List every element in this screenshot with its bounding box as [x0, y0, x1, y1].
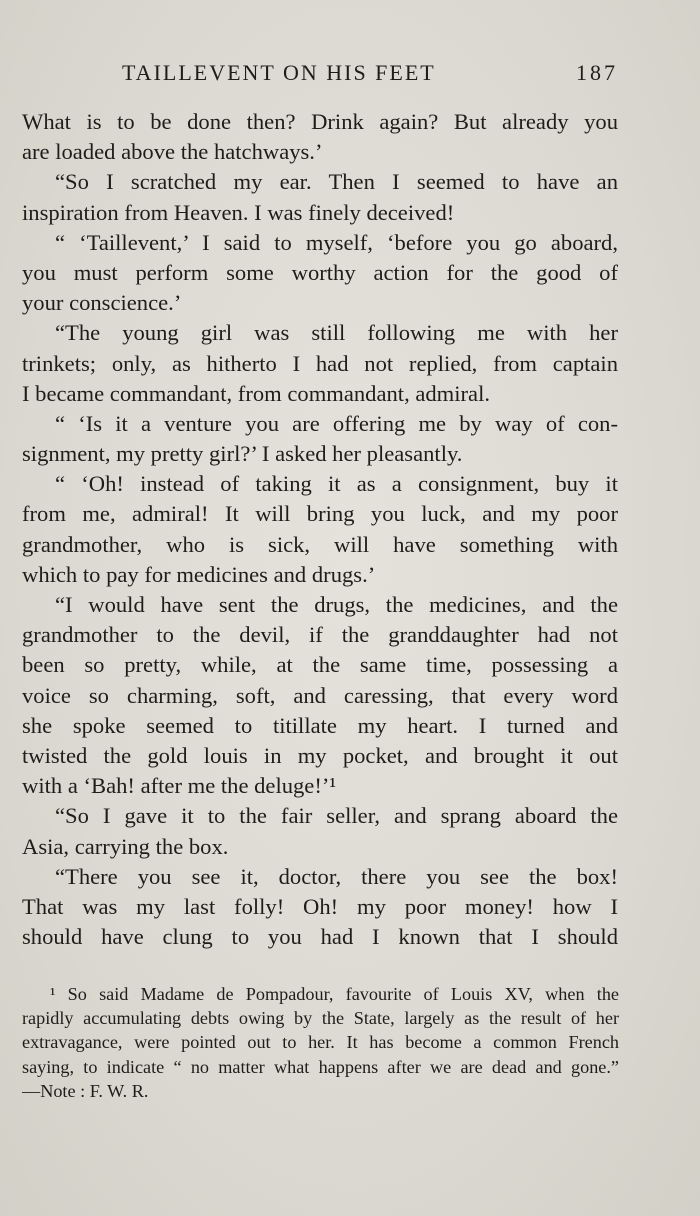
text-line: “The young girl was still following me with her	[55, 320, 618, 346]
text-line: which to pay for medicines and drugs.’	[22, 561, 376, 587]
text-line: your conscience.’	[22, 290, 182, 316]
text-line: What is to be done then? Drink again? But already you	[22, 109, 618, 134]
text-line: “So I gave it to the fair seller, and sprang aboard the	[55, 803, 618, 829]
text-line: “So I scratched my ear. Then I seemed to have an	[55, 169, 618, 195]
text-line: grandmother, who is sick, will have something with	[22, 531, 618, 557]
footnote-line: —Note : F. W. R.	[22, 1080, 149, 1101]
text-line: signment, my pretty girl?’ I asked her pleasantly.	[22, 441, 463, 467]
text-line: “I would have sent the drugs, the medicines, and the	[55, 592, 618, 617]
text-line: “ ‘Is it a venture you are offering me by way of con-	[55, 410, 618, 436]
text-line: with a ‘Bah! after me the deluge!’¹	[22, 773, 337, 799]
footnote-line: rapidly accumulating debts owing by the State, largely as the result of her	[22, 1008, 619, 1029]
text-line: I became commandant, from commandant, admiral.	[22, 380, 491, 406]
running-head	[22, 60, 618, 90]
footnotes	[22, 982, 619, 1103]
text-line: trinkets; only, as hitherto I had not replied, from captain	[22, 350, 618, 376]
footnote-line: saying, to indicate “ no matter what happens after we are dead and gone.”	[22, 1056, 619, 1077]
text-line: from me, admiral! It will bring you luck, and my poor	[22, 501, 618, 527]
text-line: That was my last folly! Oh! my poor money! how I	[22, 893, 618, 919]
running-title: TAILLEVENT ON HIS FEET	[122, 60, 436, 85]
footnote-line: extravagance, were pointed out to her. It has become a common French	[22, 1032, 619, 1053]
text-line: Asia, carrying the box.	[22, 833, 229, 859]
text-line: inspiration from Heaven. I was finely deceived!	[22, 199, 455, 225]
footnote-line: ¹ So said Madame de Pompadour, favourite of Louis XV, when the	[50, 984, 619, 1004]
text-line: you must perform some worthy action for the good of	[22, 259, 618, 285]
text-line: “There you see it, doctor, there you see the box!	[55, 863, 618, 889]
body-text	[22, 107, 618, 952]
text-line: should have clung to you had I known that I should	[22, 924, 618, 950]
page-number: 187	[576, 60, 618, 85]
text-line: “ ‘Taillevent,’ I said to myself, ‘before you go aboard,	[55, 229, 618, 255]
text-line: she spoke seemed to titillate my heart. I turned and	[22, 712, 618, 738]
text-line: twisted the gold louis in my pocket, and brought it out	[22, 742, 618, 768]
text-line: “ ‘Oh! instead of taking it as a consignment, buy it	[55, 471, 618, 497]
text-line: are loaded above the hatchways.’	[22, 139, 323, 165]
text-line: voice so charming, soft, and caressing, that every word	[22, 682, 618, 708]
text-line: grandmother to the devil, if the granddaughter had not	[22, 622, 618, 648]
text-line: been so pretty, while, at the same time, possessing a	[22, 652, 618, 678]
